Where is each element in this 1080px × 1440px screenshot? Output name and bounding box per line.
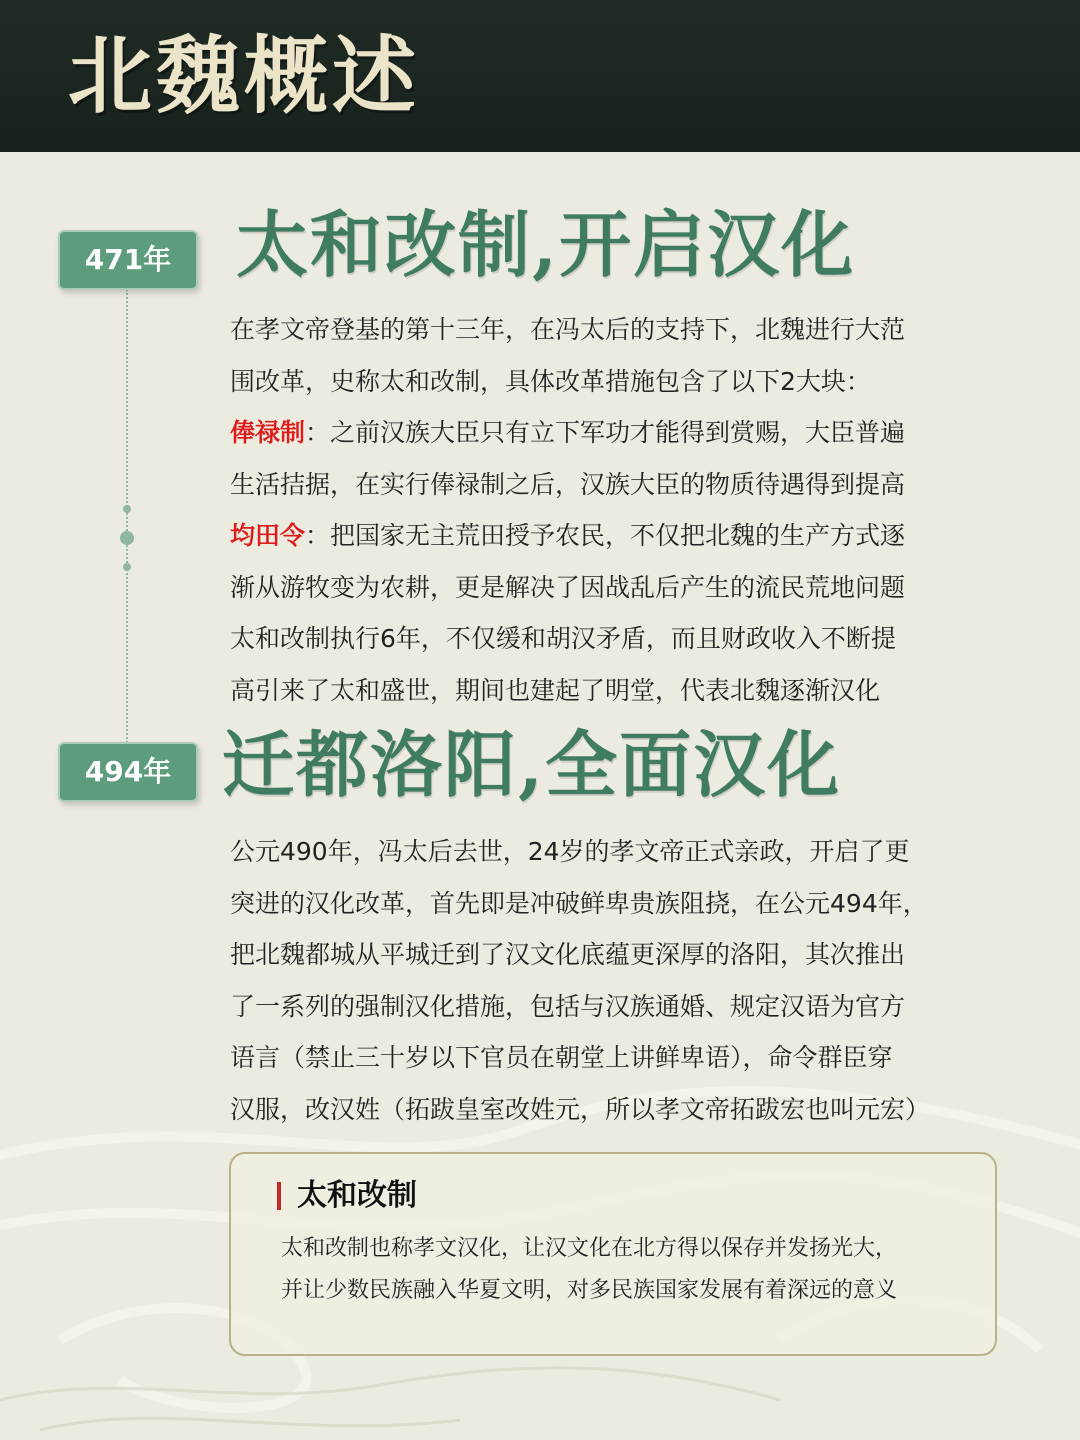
page-title: 北魏概述 <box>68 26 421 125</box>
body-line: 了一系列的强制汉化措施，包括与汉族通婚、规定汉语为官方 <box>230 991 906 1021</box>
section-title-taihe-reform: 太和改制,开启汉化 <box>236 202 856 287</box>
keyword-salary-system: 俸禄制 <box>230 418 306 447</box>
summary-box <box>229 1152 997 1356</box>
summary-accent-bar <box>277 1182 281 1210</box>
section-title-move-capital: 迁都洛阳,全面汉化 <box>222 722 842 807</box>
body-line: 均田令：把国家无主荒田授予农民，不仅把北魏的生产方式逐 <box>230 521 906 550</box>
summary-line: 太和改制也称孝文汉化，让汉文化在北方得以保存并发扬光大， <box>281 1236 898 1261</box>
body-line: 俸禄制：之前汉族大臣只有立下军功才能得到赏赐，大臣普遍 <box>230 418 906 447</box>
body-line: 语言（禁止三十岁以下官员在朝堂上讲鲜卑语），命令群臣穿 <box>230 1043 893 1072</box>
year-badge-471: 471年 <box>58 230 198 290</box>
body-line: 围改革，史称太和改制，具体改革措施包含了以下2大块： <box>230 366 871 396</box>
timeline-dot-small <box>123 563 131 571</box>
body-line: 生活拮据，在实行俸禄制之后，汉族大臣的物质待遇得到提高 <box>230 469 906 499</box>
section-body-taihe-reform <box>230 304 1010 716</box>
keyword-equal-field-system: 均田令 <box>230 521 306 550</box>
summary-text <box>281 1228 981 1312</box>
timeline-dot-large <box>120 531 134 545</box>
body-line: 突进的汉化改革，首先即是冲破鲜卑贵族阻挠，在公元494年， <box>230 888 928 918</box>
body-line: 汉服，改汉姓（拓跋皇室改姓元，所以孝文帝拓跋宏也叫元宏） <box>230 1094 931 1124</box>
body-line: 太和改制执行6年，不仅缓和胡汉矛盾，而且财政收入不断提 <box>230 624 896 653</box>
body-line: 公元490年，冯太后去世，24岁的孝文帝正式亲政，开启了更 <box>230 837 910 866</box>
summary-title: 太和改制 <box>297 1178 417 1213</box>
body-line: 高引来了太和盛世，期间也建起了明堂，代表北魏逐渐汉化 <box>230 675 881 705</box>
body-line: 渐从游牧变为农耕，更是解决了因战乱后产生的流民荒地问题 <box>230 572 906 602</box>
body-line: 在孝文帝登基的第十三年，在冯太后的支持下，北魏进行大范 <box>230 315 906 344</box>
body-line: 把北魏都城从平城迁到了汉文化底蕴更深厚的洛阳，其次推出 <box>230 940 906 969</box>
timeline-dot-small <box>123 505 131 513</box>
summary-line: 并让少数民族融入华夏文明，对多民族国家发展有着深远的意义 <box>281 1278 898 1303</box>
year-badge-494: 494年 <box>58 742 198 802</box>
section-body-move-capital <box>230 826 1010 1135</box>
page-header <box>0 0 1080 152</box>
